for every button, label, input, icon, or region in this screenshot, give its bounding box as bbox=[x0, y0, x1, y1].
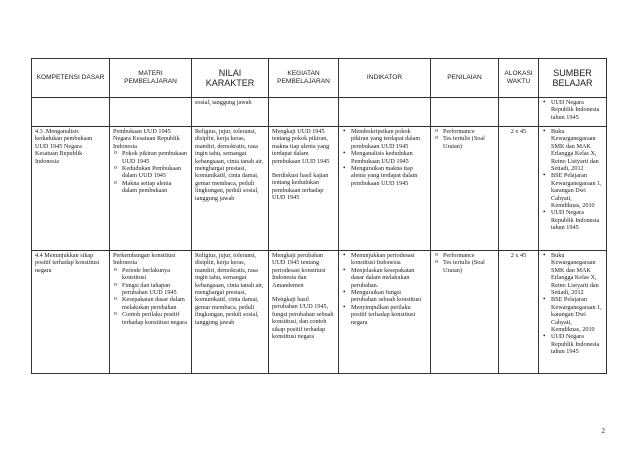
continuation-row bbox=[32, 98, 607, 127]
cont-nilai-cell: sosial, tanggung jawab bbox=[192, 98, 269, 127]
penilaian-cell bbox=[431, 251, 499, 374]
kegiatan-cell bbox=[269, 127, 339, 251]
header-sumber: SUMBER BELAJAR bbox=[539, 59, 607, 98]
list-item: • Buku Kewarganegaraan SMK dan MAK Erlangga Kelas X, Retno Listyarti dan Setiadi, 2012 bbox=[542, 252, 603, 296]
indikator-cell bbox=[339, 127, 431, 251]
table-row bbox=[32, 127, 607, 251]
list-item: o Contoh perilaku positif terhadap konstitusi negara bbox=[113, 311, 188, 326]
list-item: o Kedudukan Pembukaan dalam UUD 1945 bbox=[113, 165, 188, 180]
materi-cell bbox=[110, 251, 192, 374]
list-item: o Periode berlakunya konstitusi bbox=[113, 267, 188, 282]
list-item: • UUD Negara Republik Indonesia tahun 1945 bbox=[542, 209, 603, 231]
list-item: • Menjelaskan kesepakatan dasar dalam melakukan perubahan. bbox=[342, 267, 427, 289]
kegiatan-text: Mengkaji UUD 1945 tentang pokok pikiran, makna tiap alenia yang terdapat dalam pembukaan UUD 1945 bbox=[272, 128, 330, 165]
kegiatan-text: Berdiskusi hasil kajian tentang kedudukan pembukaan terhadap UUD 1945 bbox=[272, 172, 329, 202]
page-number: 2 bbox=[601, 427, 605, 435]
alokasi-cell: 2 x 45 bbox=[499, 251, 539, 374]
cont-kegiatan-cell bbox=[269, 98, 339, 127]
table-row bbox=[32, 251, 607, 374]
kd-cell: 4.3 .Menganalisis kedudukan pembukaan UUD 1945 Negara Kesatuan Republik Indonesia bbox=[32, 127, 110, 251]
nilai-cell: Religius, jujur, toleransi, disiplin, kerja keras, mandiri, demokratis, rasa ingin tahu, semangat kebangsaan, cinta tanah air, menghargai prestasi, komunikatif, cinta damai, gemar membaca, peduli lingkungan, peduli sosial, tanggung jawab bbox=[192, 127, 269, 251]
list-item: • UUD Negara Republik Indonesia tahun 1945 bbox=[542, 333, 603, 355]
header-nilai: NILAI KARAKTER bbox=[192, 59, 269, 98]
cont-indikator-cell bbox=[339, 98, 431, 127]
header-penilaian: PENILAIAN bbox=[431, 59, 499, 98]
materi-title: Pembukaan UUD 1945 Negara Kesatuan Republik Indonesia bbox=[113, 128, 180, 150]
header-kompetensi: KOMPETENSI DASAR bbox=[32, 59, 110, 98]
list-item: • BSE Pelajaran Kewarganegaraan 1, karangan Dwi Cahyati, Kemdiknas, 2010 bbox=[542, 172, 603, 209]
kd-cell: 4.4 Menunjukkan sikap positif terhadap konstitusi negara bbox=[32, 251, 110, 374]
list-item: o Tes tertulis (Soal Uraian) bbox=[434, 259, 495, 274]
header-alokasi: ALOKASI WAKTU bbox=[499, 59, 539, 98]
list-item: o Pokok pikiran pembukaan UUD 1945 bbox=[113, 150, 188, 165]
list-item: o Performance bbox=[434, 252, 495, 259]
list-item: • BSE Pelajaran Kewarganegaraan 1, karangan Dwi Cahyati, Kemdiknas, 2010 bbox=[542, 296, 603, 333]
header-indikator: INDIKATOR bbox=[339, 59, 431, 98]
penilaian-cell bbox=[431, 127, 499, 251]
list-item: • Buku Kewarganegaraan SMK dan MAK Erlangga Kelas X, Retno Listyarti dan Setiadi, 2012 bbox=[542, 128, 603, 172]
alokasi-cell: 2 x 45 bbox=[499, 127, 539, 251]
materi-title: Perkembangan konstitusi Indonesia bbox=[113, 252, 176, 267]
materi-cell bbox=[110, 127, 192, 251]
list-item: • Menguraikan fungsi perubahan sebuah konstitusi bbox=[342, 289, 427, 304]
nilai-cell: Religius, jujur, toleransi, disiplin, kerja keras, mandiri, demokratis, rasa ingin tahu, semangat kebangsaan, cinta tanah air, menghargai prestasi, komunikatif, cinta damai, gemar membaca, peduli lingkungan, peduli sosial, tanggung jawab bbox=[192, 251, 269, 374]
indikator-cell bbox=[339, 251, 431, 374]
list-item: • Menganalisis kedudukan Pembukaan UUD 1945 bbox=[342, 150, 427, 165]
cont-materi-cell bbox=[110, 98, 192, 127]
list-item: • UUD Negara Republik Indonesia tahun 1945 bbox=[542, 99, 603, 121]
sumber-cell bbox=[539, 127, 607, 251]
list-item: o Fungsi dan tahapan perubahan UUD 1945 bbox=[113, 282, 188, 297]
list-item: o Kesepakatan dasar dalam melakukan perubahan bbox=[113, 296, 188, 311]
kegiatan-text: Mengkaji hasil perubahan UUD 1945, fungsi perubahan sebuah konstitusi, dan contoh sikap positif terhadap konstitusi negara bbox=[272, 296, 334, 341]
list-item: • Mendeskripsikan pokok pikiran yang terdapat dalam pembukaan UUD 1945 bbox=[342, 128, 427, 150]
header-kegiatan: KEGIATAN PEMBELAJARAN bbox=[269, 59, 339, 98]
list-item: • Menguraikan makna tiap alenia yang terdapat dalam pembukaan UUD 1945 bbox=[342, 165, 427, 187]
sumber-cell bbox=[539, 251, 607, 374]
list-item: • Menunjukkan periodesasi konstitusi Indonesia bbox=[342, 252, 427, 267]
header-row bbox=[32, 59, 607, 98]
kegiatan-text: Mengkaji perubahan UUD 1945 tentang periodesasi konstitusi Indonesia dan Amandemen bbox=[272, 252, 326, 289]
list-item: o Tes tertulis (Soal Uraian) bbox=[434, 135, 495, 150]
list-item: o Performance bbox=[434, 128, 495, 135]
cont-kd-cell bbox=[32, 98, 110, 127]
kegiatan-cell bbox=[269, 251, 339, 374]
cont-alokasi-cell bbox=[499, 98, 539, 127]
syllabus-table bbox=[31, 58, 607, 374]
cont-sumber-cell bbox=[539, 98, 607, 127]
cont-penilaian-cell bbox=[431, 98, 499, 127]
list-item: o Makna setiap alenia dalam pembukaan bbox=[113, 180, 188, 195]
header-materi: MATERI PEMBELAJARAN bbox=[110, 59, 192, 98]
list-item: • Menyimpulkan perilaku positif terhadap konstitusi negara bbox=[342, 304, 427, 326]
